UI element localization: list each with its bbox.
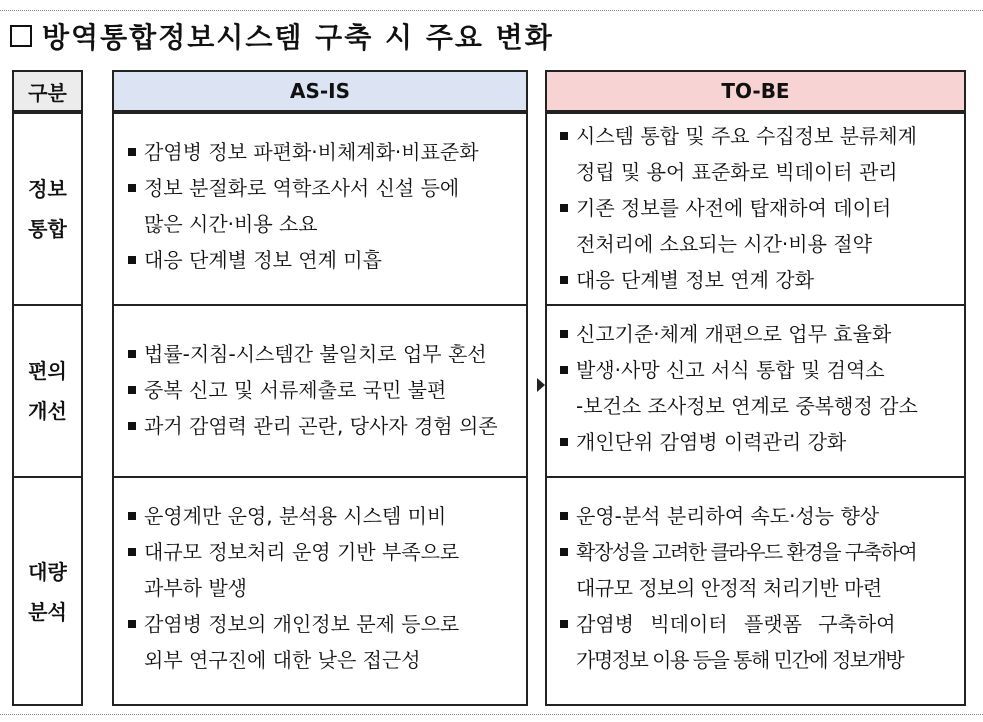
list-item: 개인단위 감염병 이력관리 강화 bbox=[560, 424, 918, 460]
bullet-square-icon bbox=[128, 512, 136, 520]
list-item-continuation: 가명정보 이용 등을 통해 민간에 정보개방 bbox=[576, 648, 904, 672]
row-label-convenience: 편의 개선 bbox=[28, 359, 67, 423]
row-divider bbox=[545, 476, 966, 478]
bullet-square-icon bbox=[560, 512, 568, 520]
list-item: 신고기준·체계 개편으로 업무 효율화 bbox=[560, 316, 918, 352]
bullet-square-icon bbox=[128, 184, 136, 192]
list-item: 감염병 정보의 개인정보 문제 등으로 bbox=[128, 606, 459, 642]
bottom-dotted-rule bbox=[0, 714, 983, 715]
row-divider bbox=[545, 304, 966, 306]
bullet-square-icon bbox=[560, 204, 568, 212]
bullet-square-icon bbox=[560, 548, 568, 556]
list-item: 감염병 빅데이터 플랫폼 구축하여 bbox=[560, 606, 916, 642]
row-label-mass-analysis: 대량 분석 bbox=[28, 560, 67, 624]
tobe-block-mass-analysis bbox=[560, 498, 916, 678]
top-dotted-rule bbox=[0, 10, 983, 11]
list-item: 확장성을 고려한 클라우드 환경을 구축하여 bbox=[560, 534, 916, 570]
list-item: 과거 감염력 관리 곤란, 당사자 경험 의존 bbox=[128, 408, 498, 444]
header-gubun: 구분 bbox=[12, 70, 83, 112]
bullet-square-icon bbox=[128, 386, 136, 394]
tobe-block-info-integration bbox=[560, 118, 917, 298]
checkbox-square-icon bbox=[10, 25, 32, 47]
asis-block-convenience bbox=[128, 336, 498, 444]
bullet-square-icon bbox=[560, 132, 568, 140]
section-title bbox=[10, 16, 554, 56]
list-item: 발생·사망 신고 서식 통합 및 검역소 bbox=[560, 352, 918, 388]
row-divider bbox=[112, 476, 528, 478]
list-item: 시스템 통합 및 주요 수집정보 분류체계 bbox=[560, 118, 917, 154]
bullet-square-icon bbox=[560, 620, 568, 628]
list-item: 중복 신고 및 서류제출로 국민 불편 bbox=[128, 372, 498, 408]
arrow-right-icon bbox=[537, 378, 545, 392]
list-item: 운영계만 운영, 분석용 시스템 미비 bbox=[128, 498, 459, 534]
list-item: 대응 단계별 정보 연계 강화 bbox=[560, 262, 917, 298]
section-title-text: 방역통합정보시스템 구축 시 주요 변화 bbox=[42, 21, 554, 54]
list-item: 운영-분석 분리하여 속도·성능 향상 bbox=[560, 498, 916, 534]
list-item-continuation: 많은 시간·비용 소요 bbox=[144, 212, 318, 236]
bullet-square-icon bbox=[128, 422, 136, 430]
header-tobe: TO-BE bbox=[545, 70, 966, 112]
asis-block-info-integration bbox=[128, 134, 479, 278]
list-item-continuation: 대규모 정보의 안정적 처리기반 마련 bbox=[576, 576, 882, 600]
row-divider bbox=[112, 304, 528, 306]
list-item-continuation: 전처리에 소요되는 시간·비용 절약 bbox=[576, 232, 872, 256]
bullet-square-icon bbox=[560, 276, 568, 284]
bullet-square-icon bbox=[128, 148, 136, 156]
header-asis: AS-IS bbox=[112, 70, 528, 112]
tobe-block-convenience bbox=[560, 316, 918, 460]
list-item-continuation: 외부 연구진에 대한 낮은 접근성 bbox=[144, 648, 421, 672]
list-item: 대응 단계별 정보 연계 미흡 bbox=[128, 242, 479, 278]
list-item-continuation: 정립 및 용어 표준화로 빅데이터 관리 bbox=[576, 160, 898, 184]
list-item-continuation: 과부하 발생 bbox=[144, 576, 247, 600]
list-item: 법률-지침-시스템간 불일치로 업무 혼선 bbox=[128, 336, 498, 372]
list-item-continuation: -보건소 조사정보 연계로 중복행정 감소 bbox=[576, 394, 918, 418]
bullet-square-icon bbox=[560, 330, 568, 338]
bullet-square-icon bbox=[128, 620, 136, 628]
bullet-square-icon bbox=[560, 366, 568, 374]
bullet-square-icon bbox=[128, 256, 136, 264]
asis-block-mass-analysis bbox=[128, 498, 459, 678]
list-item: 감염병 정보 파편화·비체계화·비표준화 bbox=[128, 134, 479, 170]
list-item: 기존 정보를 사전에 탑재하여 데이터 bbox=[560, 190, 917, 226]
list-item: 정보 분절화로 역학조사서 신설 등에 bbox=[128, 170, 479, 206]
bullet-square-icon bbox=[128, 350, 136, 358]
row-label-info-integration: 정보 통합 bbox=[28, 177, 67, 241]
bullet-square-icon bbox=[128, 548, 136, 556]
list-item: 대규모 정보처리 운영 기반 부족으로 bbox=[128, 534, 459, 570]
bullet-square-icon bbox=[560, 438, 568, 446]
